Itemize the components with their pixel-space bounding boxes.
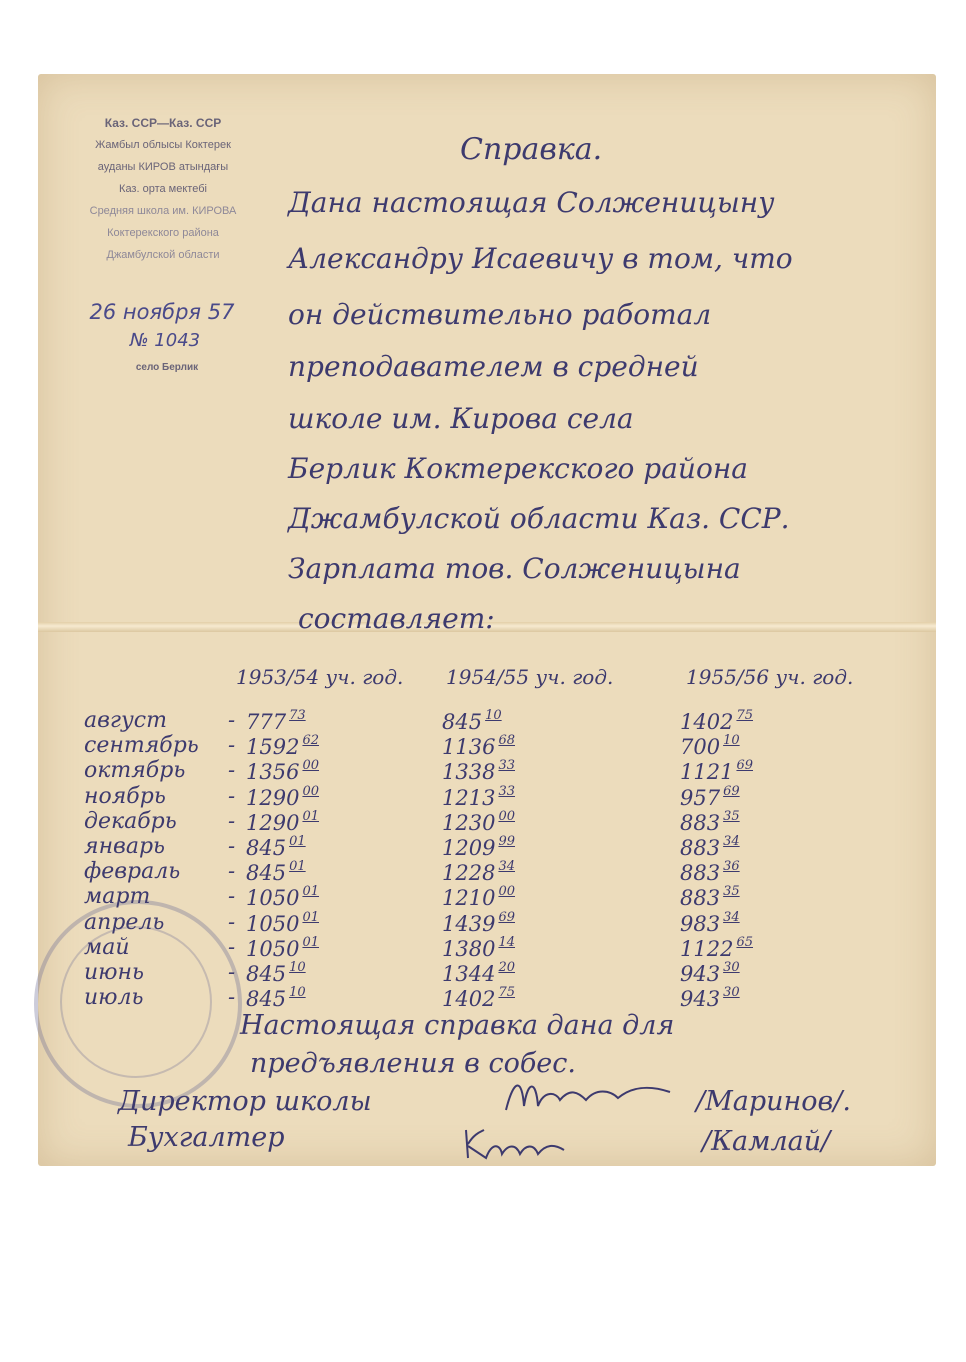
document-title: Справка. (460, 132, 603, 167)
salary-rubles: 883 (680, 810, 721, 835)
salary-rubles: 1122 (680, 936, 734, 961)
salary-cell (442, 910, 515, 936)
stamp-line: Джамбулской области (106, 249, 220, 261)
salary-kopecks: 01 (302, 934, 319, 950)
salary-kopecks: 01 (289, 834, 306, 849)
month-label: январь (84, 834, 166, 859)
salary-kopecks: 68 (498, 733, 515, 749)
salary-cell (442, 960, 515, 986)
corner-stamp (58, 112, 268, 266)
salary-cell (442, 784, 515, 810)
row-dash: - (228, 733, 236, 758)
salary-rubles: 1290 (246, 785, 300, 810)
row-dash: - (228, 909, 236, 934)
stamp-line: Жамбыл облысы Коктерек (95, 139, 231, 151)
salary-cell (680, 708, 753, 734)
salary-kopecks: 73 (289, 708, 306, 723)
salary-kopecks: 00 (302, 783, 319, 799)
salary-rubles: 883 (680, 886, 721, 911)
salary-cell (442, 884, 515, 910)
salary-cell (442, 859, 515, 885)
row-dash: - (228, 708, 236, 732)
salary-cell (246, 834, 306, 860)
salary-rubles: 777 (246, 710, 287, 734)
stamp-line: ауданы КИРОВ атындағы (97, 161, 229, 173)
month-label: август (84, 708, 167, 733)
note-line: Настоящая справка дана для (240, 1010, 675, 1041)
salary-kopecks: 65 (736, 934, 753, 950)
salary-kopecks: 34 (723, 834, 740, 849)
salary-cell (246, 809, 319, 835)
month-label: сентябрь (84, 733, 199, 759)
salary-rubles: 883 (680, 861, 721, 886)
salary-rubles: 1213 (442, 785, 496, 810)
salary-cell (680, 935, 753, 961)
salary-kopecks: 35 (723, 808, 740, 824)
row-dash: - (228, 834, 236, 858)
body-line: Джамбулской области Каз. ССР. (288, 502, 790, 535)
salary-rubles: 1228 (442, 861, 496, 886)
salary-kopecks: 10 (289, 985, 306, 1001)
salary-rubles: 943 (680, 962, 721, 986)
salary-cell (442, 985, 515, 1011)
salary-cell (246, 910, 319, 936)
stamp-line: Коктерекского района (107, 227, 219, 239)
row-dash: - (228, 859, 236, 884)
salary-cell (246, 784, 319, 810)
salary-cell (680, 809, 740, 835)
salary-rubles: 1356 (246, 760, 300, 785)
salary-rubles: 1121 (680, 760, 734, 785)
salary-rubles: 1050 (246, 936, 300, 961)
salary-cell (246, 985, 306, 1011)
salary-cell (680, 910, 740, 936)
salary-cell (680, 834, 740, 860)
body-line: преподавателем в средней (288, 350, 699, 383)
salary-kopecks: 75 (498, 985, 515, 1001)
salary-cell (246, 859, 306, 885)
salary-cell (680, 733, 740, 759)
salary-kopecks: 10 (723, 733, 740, 749)
salary-rubles: 845 (246, 836, 287, 860)
body-line: он действительно работал (288, 298, 712, 331)
row-dash: - (228, 758, 236, 783)
body-line: школе им. Кирова села (288, 402, 634, 435)
salary-cell (442, 758, 515, 784)
row-dash: - (228, 808, 236, 833)
salary-rubles: 700 (680, 735, 721, 760)
stamp-number: № 1043 (129, 330, 201, 351)
salary-kopecks: 00 (498, 884, 515, 900)
salary-kopecks: 01 (302, 808, 319, 824)
body-line: составляет: (298, 602, 495, 635)
salary-rubles: 1402 (442, 987, 496, 1012)
accountant-signature (460, 1120, 570, 1164)
salary-kopecks: 10 (485, 708, 502, 723)
director-name: /Маринов/. (696, 1086, 851, 1117)
salary-cell (246, 758, 319, 784)
director-signature (500, 1070, 680, 1120)
salary-kopecks: 34 (723, 909, 740, 925)
salary-rubles: 957 (680, 785, 721, 810)
salary-cell (442, 834, 515, 860)
month-label: июль (84, 985, 144, 1011)
salary-cell (246, 960, 306, 986)
salary-cell (442, 935, 515, 961)
salary-rubles: 845 (246, 861, 287, 886)
stamp-line: Каз. орта мектебі (119, 183, 207, 195)
month-label: май (84, 934, 130, 960)
salary-kopecks: 36 (723, 859, 740, 875)
stamp-line: Каз. ССР—Каз. ССР (104, 116, 222, 130)
salary-kopecks: 33 (498, 758, 515, 774)
salary-cell (680, 985, 740, 1011)
row-dash: - (228, 934, 236, 959)
salary-kopecks: 34 (498, 859, 515, 875)
salary-cell (442, 809, 515, 835)
director-label: Директор школы (118, 1086, 372, 1117)
salary-rubles: 1439 (442, 911, 496, 936)
salary-kopecks: 00 (498, 808, 515, 824)
salary-cell (680, 859, 740, 885)
body-line: Александру Исаевичу в том, что (288, 242, 793, 275)
month-label: июнь (84, 960, 145, 985)
salary-kopecks: 14 (498, 934, 515, 950)
salary-rubles: 1209 (442, 836, 496, 860)
salary-kopecks: 99 (498, 834, 515, 849)
month-label: февраль (84, 859, 181, 885)
salary-kopecks: 75 (736, 708, 753, 723)
salary-rubles: 1050 (246, 911, 300, 936)
salary-rubles: 1136 (442, 735, 496, 760)
salary-kopecks: 33 (498, 783, 515, 799)
salary-kopecks: 01 (302, 909, 319, 925)
salary-kopecks: 01 (302, 884, 319, 900)
body-line: Зарплата тов. Солженицына (288, 552, 741, 585)
salary-cell (246, 733, 319, 759)
salary-rubles: 1592 (246, 735, 300, 760)
salary-rubles: 943 (680, 987, 721, 1012)
month-label: октябрь (84, 758, 186, 784)
row-dash: - (228, 960, 236, 984)
salary-cell (680, 960, 740, 986)
row-dash: - (228, 884, 236, 909)
body-line: Дана настоящая Солженицыну (288, 186, 775, 219)
salary-cell (246, 884, 319, 910)
salary-rubles: 1230 (442, 810, 496, 835)
month-label: декабрь (84, 808, 177, 834)
salary-cell (680, 784, 740, 810)
column-header: 1954/55 уч. год. (446, 665, 614, 689)
salary-rubles: 845 (246, 987, 287, 1012)
salary-rubles: 1210 (442, 886, 496, 911)
salary-cell (680, 884, 740, 910)
salary-rubles: 845 (442, 710, 483, 734)
body-line: Берлик Коктерекского района (288, 452, 748, 485)
salary-rubles: 1050 (246, 886, 300, 911)
salary-rubles: 1402 (680, 710, 734, 734)
stamp-line: Средняя школа им. КИРОВА (89, 205, 237, 217)
salary-kopecks: 30 (723, 985, 740, 1001)
note-line: предъявления в собес. (250, 1048, 576, 1079)
stamp-date: 26 ноября 57 (89, 300, 235, 324)
salary-rubles: 1290 (246, 810, 300, 835)
accountant-label: Бухгалтер (128, 1122, 285, 1153)
salary-kopecks: 10 (289, 960, 306, 975)
salary-rubles: 883 (680, 836, 721, 860)
salary-cell (442, 708, 502, 734)
column-header: 1953/54 уч. год. (236, 665, 404, 689)
row-dash: - (228, 985, 236, 1010)
salary-kopecks: 30 (723, 960, 740, 975)
salary-rubles: 983 (680, 911, 721, 936)
month-label: март (84, 884, 151, 910)
accountant-name: /Камлай/ (702, 1126, 831, 1157)
salary-cell (246, 708, 306, 734)
month-label: апрель (84, 909, 165, 935)
salary-kopecks: 01 (289, 859, 306, 875)
salary-kopecks: 69 (723, 783, 740, 799)
salary-kopecks: 00 (302, 758, 319, 774)
salary-rubles: 845 (246, 962, 287, 986)
salary-rubles: 1344 (442, 962, 496, 986)
row-dash: - (228, 783, 236, 808)
salary-rubles: 1338 (442, 760, 496, 785)
column-header: 1955/56 уч. год. (686, 665, 854, 689)
salary-cell (442, 733, 515, 759)
month-label: ноябрь (84, 783, 166, 809)
salary-rubles: 1380 (442, 936, 496, 961)
salary-kopecks: 69 (736, 758, 753, 774)
salary-kopecks: 69 (498, 909, 515, 925)
salary-kopecks: 20 (498, 960, 515, 975)
salary-kopecks: 35 (723, 884, 740, 900)
stamp-village: село Берлик (135, 362, 199, 373)
salary-cell (680, 758, 753, 784)
salary-cell (246, 935, 319, 961)
salary-kopecks: 62 (302, 733, 319, 749)
